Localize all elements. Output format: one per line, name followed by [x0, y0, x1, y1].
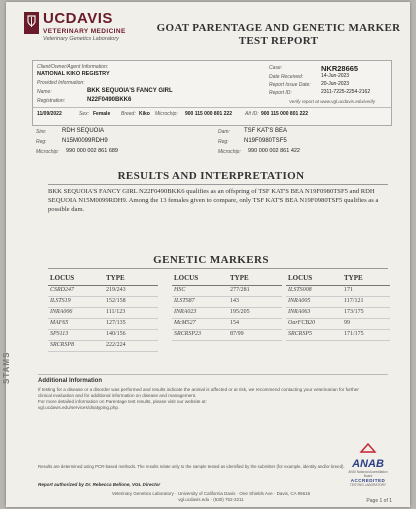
marker-row — [172, 308, 282, 319]
anab-mark-icon — [360, 443, 376, 453]
locus-header: LOCUS — [174, 274, 199, 282]
report-page — [2, 2, 410, 507]
anab-type: TESTING LABORATORY — [349, 483, 387, 487]
case-label: Case: — [269, 65, 283, 71]
sire-reg-label: Reg: — [36, 139, 47, 145]
anab-line: ANSI National Accreditation Board — [348, 470, 388, 478]
side-stamp: STAMS — [2, 351, 11, 384]
marker-type: 140/156 — [106, 331, 126, 337]
name-label: Name: — [37, 89, 52, 95]
dam-reg-label: Reg: — [218, 139, 229, 145]
case-value: NKR28665 — [321, 64, 359, 73]
marker-row — [48, 319, 158, 330]
type-header: TYPE — [106, 274, 125, 282]
marker-row — [48, 297, 158, 308]
school-name: VETERINARY MEDICINE — [43, 28, 126, 35]
alt-id-label: Alt ID: — [245, 111, 259, 117]
sex-label: Sex: — [79, 111, 90, 117]
marker-locus: ILSTS87 — [174, 298, 195, 304]
marker-type: 171 — [344, 287, 353, 293]
report-id-value: 2311-7225-2254-2162 — [321, 89, 371, 95]
received-label: Date Received: — [269, 74, 304, 80]
results-text: BKK SEQUOIA'S FANCY GIRL N22F0490BKK6 qualifies as an offspring of TSF KAT'S BEA N19F0980TSF5 and RDH SEQUOIA N15M0099RDH9. Among the 13 females given to compare, only TSF KAT'S BEA N19F0980TSF5 qualifies as a possible dam. — [48, 188, 379, 213]
marker-type: 143 — [230, 298, 239, 304]
page-number: Page 1 of 1 — [366, 498, 392, 504]
marker-type: 99 — [344, 320, 350, 326]
authorized-by: Report authorized by Dr. Rebecca Bellone, VGL Director — [38, 482, 161, 487]
microchip-label: Microchip: — [155, 111, 178, 117]
lab-name: Veterinary Genetics Laboratory — [43, 36, 119, 42]
report-title-line-1: GOAT PARENTAGE AND GENETIC MARKER — [156, 22, 401, 34]
marker-row — [48, 330, 158, 341]
anab-accredited: ACCREDITED — [350, 478, 386, 483]
sire-reg: N15M0099RDH9 — [62, 138, 108, 144]
client-label: Client/Owner/Agent Information: — [37, 64, 109, 70]
markers-rule — [48, 268, 388, 269]
methods-note: Results are determined using PCR-based methods. The results relate only to the sample tested as identified by the submitter (for example, identity and/or breed). — [38, 464, 345, 469]
report-title-line-2: TEST REPORT — [238, 35, 319, 47]
marker-locus: McM527 — [174, 320, 196, 326]
marker-column-header — [286, 274, 390, 286]
marker-type: 277/281 — [230, 287, 250, 293]
verify-link[interactable]: Verify report at www.vgl.ucdavis.edu/verify — [289, 99, 376, 104]
marker-locus: HSC — [174, 287, 186, 293]
client-value: NATIONAL KIKO REGISTRY — [37, 71, 110, 77]
issue-date-label: Report Issue Date: — [269, 82, 311, 88]
marker-row — [172, 297, 282, 308]
sire-microchip-label: Microchip: — [36, 149, 59, 155]
marker-row — [286, 286, 390, 297]
dam-name: TSF KAT'S BEA — [244, 128, 288, 134]
dam-microchip-label: Microchip: — [218, 149, 241, 155]
type-header: TYPE — [344, 274, 363, 282]
marker-locus: ILSTS19 — [50, 298, 71, 304]
marker-locus: MAF65 — [50, 320, 69, 326]
marker-locus: SRCRSP5 — [288, 331, 312, 337]
marker-row — [48, 286, 158, 297]
marker-row — [172, 286, 282, 297]
marker-type: 219/243 — [106, 287, 126, 293]
marker-column-2 — [172, 274, 282, 341]
parents-row — [32, 126, 390, 166]
dam-microchip: 990 000 002 861 422 — [248, 148, 300, 154]
results-heading: RESULTS AND INTERPRETATION — [117, 170, 305, 182]
marker-row — [172, 319, 282, 330]
sire-microchip: 990 000 002 861 689 — [66, 148, 118, 154]
issue-date-value: 20-Jun-2023 — [321, 81, 350, 87]
marker-locus: OarFCB20 — [288, 320, 315, 326]
provided-label: Provided Information: — [37, 80, 85, 86]
marker-type: 154 — [230, 320, 239, 326]
breed-label: Breed: — [121, 111, 136, 117]
lab-address-line-2: vgl.ucdavis.edu · (530) 752-2211 — [178, 497, 244, 502]
received-value: 14-Jun-2023 — [321, 73, 350, 79]
report-id-label: Report ID: — [269, 90, 292, 96]
results-rule — [48, 184, 388, 185]
uc-davis-logo-icon — [24, 12, 39, 34]
marker-type: 127/135 — [106, 320, 126, 326]
marker-locus: SRCRSP23 — [174, 331, 201, 337]
marker-locus: SPS113 — [50, 331, 69, 337]
org-name: UCDAVIS — [43, 10, 113, 27]
additional-heading: Additional Information — [38, 378, 102, 384]
client-info-box — [32, 60, 392, 126]
registration-value: N22F0490BKK6 — [87, 97, 132, 103]
marker-row — [48, 341, 158, 352]
name-value: BKK SEQUOIA'S FANCY GIRL — [87, 88, 173, 94]
marker-type: 222/224 — [106, 342, 126, 348]
registration-label: Registration: — [37, 98, 66, 104]
marker-type: 173/175 — [344, 309, 364, 315]
marker-locus: ILSTS008 — [288, 287, 312, 293]
marker-locus: SRCRSP8 — [50, 342, 74, 348]
locus-header: LOCUS — [288, 274, 313, 282]
info-divider — [33, 107, 391, 108]
microchip-value: 900 115 000 801 222 — [185, 111, 232, 117]
marker-column-header — [48, 274, 158, 286]
additional-rule — [38, 374, 388, 375]
sire-name: RDH SEQUOIA — [62, 128, 105, 134]
marker-type: 171/175 — [344, 331, 364, 337]
marker-column-3 — [286, 274, 390, 341]
sire-label: Sire: — [36, 129, 47, 135]
marker-row — [48, 308, 158, 319]
marker-type: 195/205 — [230, 309, 250, 315]
dob-value: 11/09/2022 — [37, 111, 62, 117]
marker-type: 87/99 — [230, 331, 244, 337]
marker-row — [286, 319, 390, 330]
report-title — [156, 22, 401, 48]
marker-locus: INRA063 — [288, 309, 311, 315]
marker-type: 152/158 — [106, 298, 126, 304]
marker-row — [172, 330, 282, 341]
lab-address-line-1: Veterinary Genetics Laboratory · University of California Davis · One Shields Ave · Davis, CA 95616 — [111, 491, 311, 496]
additional-line-1: If testing for a disease or a disorder was performed and results indicate the animal is affected or at risk, we recommend contacting your veterinarian for further clinical evaluation and for additional information on disease and management. — [38, 387, 359, 398]
marker-column-header — [172, 274, 282, 286]
dam-reg: N19F0980TSF5 — [244, 138, 287, 144]
marker-type: 111/123 — [106, 309, 126, 315]
marker-locus: INRA005 — [288, 298, 311, 304]
marker-locus: INRA006 — [50, 309, 73, 315]
type-header: TYPE — [230, 274, 249, 282]
breed-value: Kiko — [139, 111, 150, 117]
marker-type: 117/121 — [344, 298, 364, 304]
marker-locus: CSRD247 — [50, 287, 74, 293]
dam-label: Dam: — [218, 129, 230, 135]
lab-address — [86, 491, 336, 503]
marker-row — [286, 330, 390, 341]
additional-text — [38, 387, 368, 411]
marker-row — [286, 308, 390, 319]
sex-value: Female — [93, 111, 111, 117]
dnatyping-link[interactable]: vgl.ucdavis.edu/services/dnatyping.php. — [38, 405, 120, 410]
anab-logo: ANAB — [352, 458, 384, 470]
locus-header: LOCUS — [50, 274, 75, 282]
markers-heading: GENETIC MARKERS — [153, 254, 269, 266]
marker-column-1 — [48, 274, 158, 352]
marker-row — [286, 297, 390, 308]
marker-locus: INRA023 — [174, 309, 197, 315]
additional-line-2: For more detailed information on Parentage test results, please visit our website at: — [38, 399, 207, 404]
alt-id-value: 900 115 000 801 222 — [261, 111, 308, 117]
